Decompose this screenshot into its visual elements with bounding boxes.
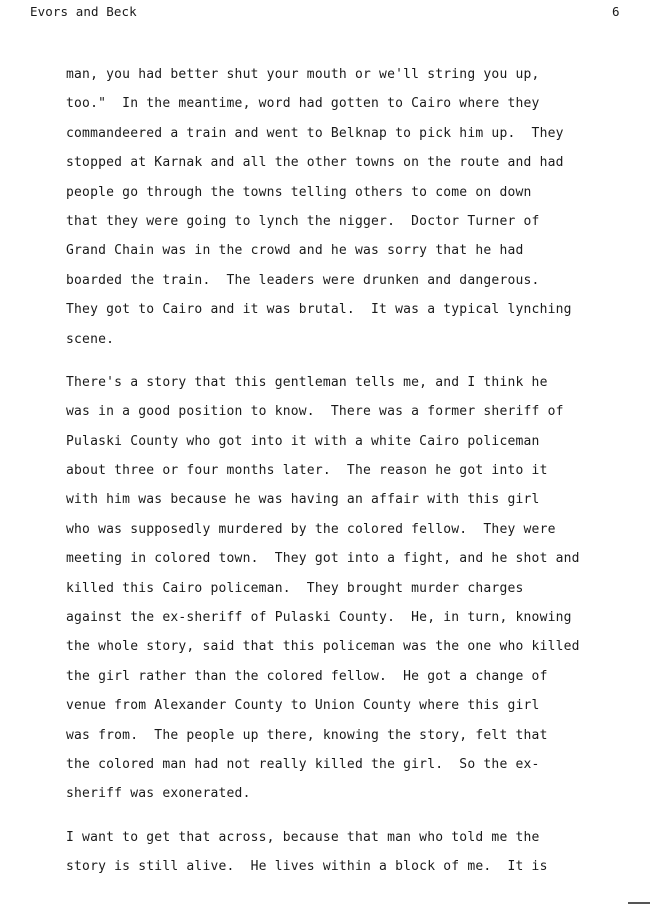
text-line: man, you had better shut your mouth or we'll string you up, — [66, 67, 540, 82]
text-line: stopped at Karnak and all the other towns on the route and had — [66, 155, 564, 171]
page-header — [0, 4, 650, 24]
text-line: the colored man had not really killed the girl. So the ex- — [66, 756, 540, 772]
text-line: people go through the towns telling others to come on down — [66, 184, 532, 200]
text-line: meeting in colored town. They got into a fight, and he shot and — [66, 551, 580, 567]
text-line: too." In the meantime, word had gotten to Cairo where they — [66, 96, 540, 112]
text-line: sheriff was exonerated. — [66, 786, 251, 802]
text-line: who was supposedly murdered by the colored fellow. They were — [66, 521, 556, 537]
paragraph-spacer — [66, 809, 641, 823]
text-line: They got to Cairo and it was brutal. It was a typical lynching — [66, 302, 572, 318]
paragraph-spacer — [66, 354, 641, 368]
page-number: 6 — [612, 4, 620, 19]
scan-artifact-mark — [628, 902, 650, 904]
paragraph-1 — [66, 60, 641, 354]
text-line: that they were going to lynch the nigger. Doctor Turner of — [66, 213, 540, 229]
text-line: boarded the train. The leaders were drunken and dangerous. — [66, 272, 540, 288]
text-line: the girl rather than the colored fellow. He got a change of — [66, 668, 548, 684]
text-line: I want to get that across, because that man who told me the — [66, 829, 540, 845]
paragraph-2 — [66, 368, 641, 809]
text-line: story is still alive. He lives within a block of me. It is — [66, 859, 548, 875]
text-line: against the ex-sheriff of Pulaski County. He, in turn, knowing — [66, 610, 572, 626]
transcript-body — [66, 60, 641, 882]
text-line: the whole story, said that this policeman was the one who killed — [66, 639, 580, 655]
paragraph-3 — [66, 823, 641, 882]
running-header-title: Evors and Beck — [30, 4, 137, 19]
text-line: killed this Cairo policeman. They brought murder charges — [66, 580, 524, 596]
text-line: commandeered a train and went to Belknap to pick him up. They — [66, 125, 564, 141]
text-line: There's a story that this gentleman tells me, and I think he — [66, 374, 548, 390]
text-line: Pulaski County who got into it with a white Cairo policeman — [66, 433, 540, 449]
text-line: was in a good position to know. There was a former sheriff of — [66, 404, 564, 420]
text-line: about three or four months later. The reason he got into it — [66, 463, 548, 479]
text-line: with him was because he was having an affair with this girl — [66, 492, 540, 508]
text-line: Grand Chain was in the crowd and he was sorry that he had — [66, 243, 524, 259]
text-line: scene. — [66, 331, 115, 347]
text-line: venue from Alexander County to Union County where this girl — [66, 698, 540, 714]
text-line: was from. The people up there, knowing the story, felt that — [66, 727, 548, 743]
